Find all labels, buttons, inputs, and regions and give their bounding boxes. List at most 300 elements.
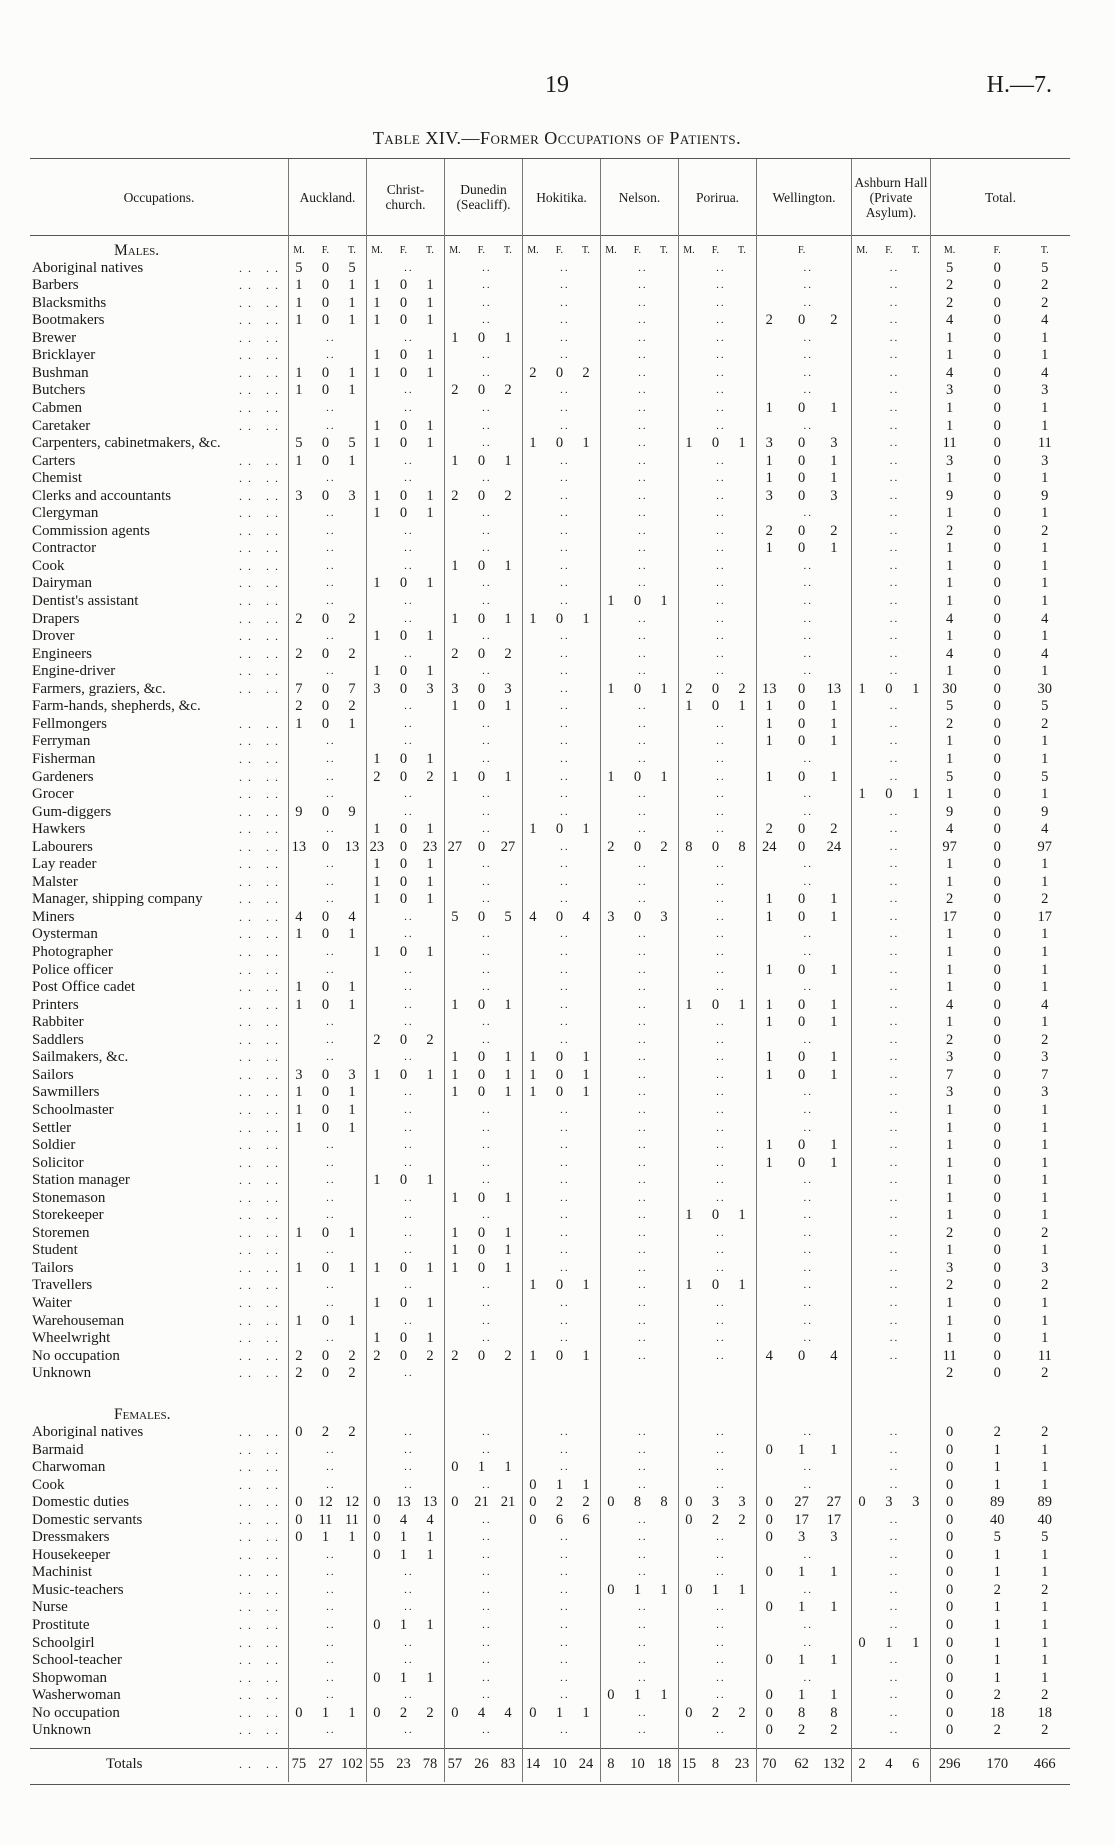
porirua-empty-marker: .. <box>716 1601 726 1614</box>
hokitika-value: 1 <box>529 610 537 627</box>
auckland-value: 1 <box>348 1704 356 1721</box>
occupation-label: Bricklayer <box>32 347 96 364</box>
occupation-cell <box>32 312 290 330</box>
nelson-value: 1 <box>607 768 615 785</box>
hokitika-value: 2 <box>582 364 590 381</box>
hokitika-value: 0 <box>529 1511 537 1528</box>
dunedin-empty-marker: .. <box>482 1654 492 1667</box>
occupation-cell <box>32 1137 290 1155</box>
ashburn-empty-marker: .. <box>889 1724 900 1737</box>
porirua-empty-marker: .. <box>716 1156 726 1169</box>
leader-dots: .. .. <box>239 1296 284 1310</box>
leader-dots: .. .. <box>239 1313 284 1328</box>
occupation-label: Police officer <box>32 961 113 978</box>
hokitika-empty-marker: .. <box>560 279 570 292</box>
auckland-value: 1 <box>348 312 356 329</box>
total-value: 2 <box>1041 277 1049 294</box>
total-value: 0 <box>993 944 1001 960</box>
wellington-empty-marker: .. <box>803 595 813 607</box>
porirua-empty-marker: .. <box>716 524 726 537</box>
leader-dots: .. .. <box>239 716 284 731</box>
ashburn-empty-marker: .. <box>889 963 900 976</box>
occupation-label: Brewer <box>32 329 77 346</box>
column-rule <box>522 234 523 1782</box>
christchurch-empty-marker: .. <box>404 1016 414 1029</box>
leader-dots: .. .. <box>239 1278 284 1293</box>
total-value: 5 <box>1041 1529 1049 1546</box>
table-row <box>30 1582 1070 1600</box>
wellington-empty-marker: .. <box>803 1209 813 1222</box>
christchurch-value: 0 <box>399 750 408 767</box>
porirua-empty-marker: .. <box>716 559 726 572</box>
hokitika-empty-marker: .. <box>560 1443 570 1456</box>
total-value: 2 <box>945 1277 954 1294</box>
occupation-label: Aboriginal natives <box>32 1423 144 1440</box>
occupation-label: Domestic duties <box>32 1494 130 1511</box>
subheader-porirua: M. <box>683 245 695 256</box>
hokitika-value: 1 <box>529 821 537 838</box>
total-value: 1 <box>993 1459 1001 1476</box>
total-value: 0 <box>993 487 1001 504</box>
auckland-value: 0 <box>321 294 330 311</box>
auckland-value: 1 <box>348 926 356 943</box>
christchurch-empty-marker: .. <box>404 788 414 801</box>
christchurch-empty-marker: .. <box>404 472 414 485</box>
porirua-empty-marker: .. <box>716 1297 726 1309</box>
occupation-cell <box>32 418 290 436</box>
occupation-cell <box>32 523 290 541</box>
leader-dots: .. .. <box>239 1173 284 1188</box>
wellington-value: 3 <box>830 1529 838 1546</box>
auckland-value: 1 <box>295 715 303 732</box>
total-value: 0 <box>993 1066 1001 1083</box>
occupation-cell <box>32 1687 290 1705</box>
hokitika-empty-marker: .. <box>560 1244 570 1257</box>
auckland-empty-marker: .. <box>326 1279 336 1292</box>
auckland-empty-marker: .. <box>326 1654 336 1667</box>
porirua-empty-marker: .. <box>716 1051 726 1064</box>
table-row <box>30 1014 1070 1032</box>
total-value: 1 <box>945 1242 954 1259</box>
dunedin-empty-marker: .. <box>482 1531 492 1544</box>
auckland-value: 0 <box>321 698 330 715</box>
christchurch-empty-marker: .. <box>404 1724 414 1737</box>
porirua-value: 15 <box>681 1755 697 1772</box>
porirua-empty-marker: .. <box>716 472 726 485</box>
occupation-label: Warehouseman <box>32 1312 125 1329</box>
auckland-value: 1 <box>348 1259 356 1276</box>
dunedin-empty-marker: .. <box>482 279 492 292</box>
table-row <box>30 1670 1070 1688</box>
hokitika-empty-marker: .. <box>560 682 570 695</box>
wellington-value: 8 <box>830 1704 838 1721</box>
hokitika-empty-marker: .. <box>560 893 570 906</box>
wellington-value: 1 <box>797 1564 806 1581</box>
leader-dots: .. .. <box>239 1348 284 1363</box>
column-header-dunedin <box>444 159 522 235</box>
occupation-label: Settler <box>32 1119 72 1136</box>
porirua-empty-marker: .. <box>716 770 726 783</box>
total-value: 0 <box>993 382 1001 399</box>
leader-dots: .. .. <box>239 1243 284 1258</box>
auckland-value: 1 <box>348 1084 356 1101</box>
leader-dots: .. .. <box>239 980 284 995</box>
dunedin-value: 1 <box>504 698 512 715</box>
porirua-empty-marker: .. <box>716 1461 726 1474</box>
wellington-value: 1 <box>830 1066 838 1083</box>
christchurch-value: 1 <box>426 891 434 908</box>
christchurch-value: 0 <box>399 1172 408 1189</box>
nelson-value: 1 <box>660 680 668 697</box>
dunedin-value: 2 <box>451 1347 459 1364</box>
christchurch-empty-marker: .. <box>404 1244 414 1257</box>
total-value: 0 <box>993 821 1001 838</box>
wellington-empty-marker: .. <box>803 1314 813 1327</box>
occupation-label: No occupation <box>32 1704 120 1721</box>
table-row <box>30 804 1070 822</box>
wellington-value: 1 <box>765 961 773 978</box>
total-value: 1 <box>945 1189 954 1206</box>
wellington-value: 1 <box>797 1687 806 1704</box>
column-header-label: Total. <box>985 189 1016 205</box>
total-value: 0 <box>945 1494 954 1511</box>
total-value: 0 <box>993 873 1001 890</box>
nelson-empty-marker: .. <box>638 1425 648 1438</box>
porirua-value: 0 <box>685 1581 693 1598</box>
auckland-value: 11 <box>344 1511 359 1528</box>
auckland-empty-marker: .. <box>326 1478 336 1491</box>
dunedin-value: 1 <box>451 1049 459 1066</box>
nelson-value: 3 <box>607 908 615 925</box>
section-title-row <box>30 242 290 260</box>
christchurch-value: 4 <box>426 1511 434 1528</box>
auckland-empty-marker: .. <box>326 1139 336 1152</box>
auckland-value: 1 <box>348 1119 356 1136</box>
occupation-label: Dairyman <box>32 575 92 592</box>
wellington-empty-marker: .. <box>803 1478 813 1491</box>
wellington-empty-marker: .. <box>803 928 813 941</box>
leader-dots: .. .. <box>239 260 284 275</box>
occupation-cell <box>32 646 290 664</box>
total-value: 1 <box>1041 1101 1049 1118</box>
dunedin-empty-marker: .. <box>482 1636 492 1649</box>
occupation-cell <box>32 944 290 962</box>
wellington-value: 0 <box>765 1441 773 1458</box>
subheader-nelson: F. <box>633 245 642 256</box>
wellington-value: 0 <box>765 1687 773 1704</box>
christchurch-value: 1 <box>373 575 381 592</box>
dunedin-value: 21 <box>500 1494 516 1511</box>
nelson-empty-marker: .. <box>638 928 648 941</box>
occupation-cell <box>32 1225 290 1243</box>
total-value: 0 <box>993 1224 1001 1241</box>
wellington-empty-marker: .. <box>803 1191 813 1204</box>
ashburn-empty-marker: .. <box>889 1425 900 1438</box>
christchurch-empty-marker: .. <box>404 1103 414 1116</box>
nelson-empty-marker: .. <box>638 314 648 327</box>
leader-dots: .. .. <box>239 1366 284 1381</box>
leader-dots: .. .. <box>239 909 284 924</box>
christchurch-value: 1 <box>426 294 434 311</box>
dunedin-value: 1 <box>451 452 459 469</box>
christchurch-value: 2 <box>426 1031 434 1048</box>
ashburn-empty-marker: .. <box>889 805 900 818</box>
occupation-label: Clergyman <box>32 505 99 522</box>
nelson-empty-marker: .. <box>638 1174 648 1187</box>
occupation-label: Drapers <box>32 610 80 627</box>
auckland-value: 13 <box>291 838 307 855</box>
wellington-value: 0 <box>797 1347 806 1364</box>
porirua-value: 1 <box>738 996 746 1013</box>
christchurch-value: 13 <box>396 1494 411 1511</box>
wellington-empty-marker: .. <box>803 1583 813 1596</box>
christchurch-value: 0 <box>399 575 408 592</box>
christchurch-value: 0 <box>373 1529 381 1546</box>
porirua-empty-marker: .. <box>716 1261 726 1274</box>
christchurch-value: 1 <box>373 1172 381 1189</box>
leader-dots: .. .. <box>239 664 284 679</box>
dunedin-value: 3 <box>504 680 512 697</box>
ashburn-empty-marker: .. <box>889 1583 900 1596</box>
christchurch-value: 1 <box>426 1259 434 1276</box>
table-row <box>30 505 1070 523</box>
leader-dots: .. .. <box>239 945 284 959</box>
hokitika-empty-marker: .. <box>560 1531 570 1544</box>
hokitika-value: 1 <box>582 1084 590 1101</box>
nelson-empty-marker: .. <box>638 875 648 888</box>
hokitika-value: 0 <box>555 610 564 627</box>
total-value: 0 <box>945 1529 954 1546</box>
hokitika-value: 1 <box>582 821 590 838</box>
total-value: 2 <box>1041 1277 1049 1294</box>
total-value: 97 <box>942 838 957 855</box>
dunedin-value: 57 <box>447 1755 463 1772</box>
leader-dots: .. .. <box>239 1155 284 1170</box>
auckland-empty-marker: .. <box>326 524 336 537</box>
subheader-hokitika: F. <box>555 245 564 256</box>
ashburn-empty-marker: .. <box>889 1671 900 1684</box>
auckland-empty-marker: .. <box>326 1244 336 1257</box>
subheader-porirua: T. <box>738 245 746 256</box>
occupation-cell <box>32 365 290 383</box>
dunedin-value: 1 <box>504 1084 512 1101</box>
total-value: 1 <box>1041 1242 1049 1259</box>
hokitika-empty-marker: .. <box>560 928 570 941</box>
nelson-empty-marker: .. <box>638 946 648 958</box>
total-value: 0 <box>993 1312 1001 1329</box>
subheader-dunedin: F. <box>477 245 486 256</box>
christchurch-value: 3 <box>426 680 434 697</box>
ashburn-value: 1 <box>885 1634 893 1651</box>
ashburn-empty-marker: .. <box>889 437 900 450</box>
total-value: 30 <box>942 680 957 697</box>
dunedin-value: 2 <box>504 645 512 662</box>
leader-dots: .. .. <box>239 1120 284 1135</box>
wellington-value: 0 <box>797 452 806 469</box>
total-value: 0 <box>993 347 1001 364</box>
total-value: 2 <box>945 522 954 539</box>
column-header-label: Wellington. <box>772 189 836 205</box>
nelson-empty-marker: .. <box>638 1443 648 1456</box>
hokitika-empty-marker: .. <box>560 559 570 572</box>
christchurch-value: 1 <box>373 312 381 329</box>
wellington-value: 0 <box>797 1066 806 1083</box>
wellington-value: 0 <box>797 487 806 504</box>
hokitika-empty-marker: .. <box>560 1654 570 1667</box>
table-row <box>30 1365 1070 1383</box>
nelson-empty-marker: .. <box>638 1531 648 1544</box>
total-value: 1 <box>945 944 954 960</box>
auckland-empty-marker: .. <box>326 875 336 888</box>
wellington-value: 1 <box>765 996 773 1013</box>
wellington-value: 132 <box>823 1755 845 1772</box>
occupation-cell <box>32 769 290 787</box>
ashburn-empty-marker: .. <box>889 1103 900 1116</box>
wellington-empty-marker: .. <box>803 1226 813 1239</box>
christchurch-value: 2 <box>373 1347 381 1364</box>
christchurch-empty-marker: .. <box>404 928 414 941</box>
ashburn-empty-marker: .. <box>889 1279 900 1292</box>
wellington-empty-marker: .. <box>803 1086 813 1099</box>
occupation-cell <box>32 962 290 980</box>
dunedin-value: 27 <box>447 838 463 855</box>
total-value: 0 <box>945 1441 954 1458</box>
total-value: 4 <box>1041 821 1049 838</box>
table-row <box>30 874 1070 892</box>
christchurch-empty-marker: .. <box>404 261 414 274</box>
total-value: 2 <box>945 715 954 732</box>
wellington-empty-marker: .. <box>803 331 813 344</box>
hokitika-empty-marker: .. <box>560 752 570 765</box>
occupation-cell <box>32 277 290 295</box>
nelson-empty-marker: .. <box>638 1244 648 1257</box>
porirua-value: 1 <box>711 1581 720 1598</box>
ashburn-empty-marker: .. <box>889 454 900 467</box>
total-value: 0 <box>993 645 1001 662</box>
hokitika-empty-marker: .. <box>560 981 570 994</box>
occupation-cell <box>32 997 290 1015</box>
occupation-cell <box>32 1067 290 1085</box>
leader-dots: .. .. <box>239 1600 284 1615</box>
ashburn-empty-marker: .. <box>889 1191 900 1204</box>
auckland-empty-marker: .. <box>326 735 336 748</box>
total-value: 17 <box>942 908 957 925</box>
occupation-label: Unknown <box>32 1365 92 1382</box>
ashburn-empty-marker: .. <box>889 1332 900 1345</box>
occupation-cell <box>32 628 290 646</box>
total-value: 9 <box>945 803 954 820</box>
table-row <box>30 1084 1070 1102</box>
total-value: 0 <box>993 1101 1001 1118</box>
auckland-value: 0 <box>321 610 330 627</box>
total-value: 1 <box>945 347 954 364</box>
christchurch-empty-marker: .. <box>404 998 414 1011</box>
christchurch-empty-marker: .. <box>404 1209 414 1222</box>
total-value: 4 <box>945 312 954 329</box>
table-row <box>30 1277 1070 1295</box>
nelson-empty-marker: .. <box>638 1548 648 1561</box>
column-rule <box>930 234 931 1782</box>
dunedin-empty-marker: .. <box>482 1279 492 1292</box>
porirua-value: 2 <box>738 680 746 697</box>
occupation-label: Travellers <box>32 1277 93 1294</box>
total-value: 1 <box>1041 329 1049 346</box>
hokitika-empty-marker: .. <box>560 349 570 362</box>
table-row <box>30 628 1070 646</box>
wellington-value: 62 <box>794 1755 809 1772</box>
hokitika-value: 10 <box>552 1755 567 1772</box>
hokitika-empty-marker: .. <box>560 542 570 555</box>
wellington-value: 0 <box>797 821 806 838</box>
christchurch-empty-marker: .. <box>404 384 414 397</box>
dunedin-value: 0 <box>477 908 486 925</box>
porirua-value: 1 <box>738 1581 746 1598</box>
wellington-value: 0 <box>765 1704 773 1721</box>
dunedin-value: 1 <box>504 1259 512 1276</box>
total-value: 1 <box>1041 961 1049 978</box>
hokitika-empty-marker: .. <box>560 1548 570 1561</box>
nelson-value: 2 <box>660 838 668 855</box>
nelson-empty-marker: .. <box>638 454 648 467</box>
christchurch-value: 1 <box>426 417 434 434</box>
auckland-value: 2 <box>348 1423 356 1440</box>
porirua-value: 0 <box>711 838 720 855</box>
total-value: 1 <box>945 750 954 767</box>
ashburn-empty-marker: .. <box>889 1706 900 1719</box>
nelson-empty-marker: .. <box>638 559 648 572</box>
christchurch-value: 1 <box>373 663 381 680</box>
dunedin-empty-marker: .. <box>482 1513 492 1526</box>
auckland-empty-marker: .. <box>326 1636 336 1649</box>
porirua-empty-marker: .. <box>716 489 726 502</box>
nelson-value: 0 <box>633 768 642 785</box>
auckland-value: 1 <box>348 364 356 381</box>
auckland-empty-marker: .. <box>326 401 336 414</box>
christchurch-value: 0 <box>373 1617 381 1634</box>
column-header-label: Occupations. <box>123 189 195 205</box>
wellington-value: 1 <box>830 452 838 469</box>
total-value: 3 <box>945 382 954 399</box>
dunedin-value: 0 <box>451 1459 459 1476</box>
ashburn-empty-marker: .. <box>889 366 900 379</box>
total-value: 0 <box>993 557 1001 574</box>
wellington-empty-marker: .. <box>803 647 813 660</box>
total-value: 2 <box>993 1581 1001 1598</box>
nelson-empty-marker: .. <box>638 542 648 555</box>
total-value: 1 <box>993 1476 1001 1493</box>
wellington-value: 3 <box>765 487 773 504</box>
hokitika-value: 1 <box>529 1049 537 1066</box>
nelson-value: 0 <box>633 680 642 697</box>
wellington-value: 1 <box>830 1652 838 1669</box>
auckland-value: 1 <box>295 1224 303 1241</box>
dunedin-empty-marker: .. <box>482 875 492 888</box>
wellington-value: 0 <box>797 1154 806 1171</box>
total-value: 1 <box>945 926 954 943</box>
dunedin-empty-marker: .. <box>482 1332 492 1345</box>
occupation-label: Malster <box>32 873 78 890</box>
auckland-value: 1 <box>295 312 303 329</box>
subheader-auckland: M. <box>293 245 305 256</box>
wellington-value: 1 <box>830 1049 838 1066</box>
total-value: 2 <box>1041 1581 1049 1598</box>
dunedin-empty-marker: .. <box>482 665 492 678</box>
total-value: 1 <box>945 329 954 346</box>
occupation-cell <box>32 347 290 365</box>
nelson-value: 0 <box>607 1687 615 1704</box>
dunedin-value: 1 <box>451 1259 459 1276</box>
dunedin-empty-marker: .. <box>482 1689 492 1702</box>
